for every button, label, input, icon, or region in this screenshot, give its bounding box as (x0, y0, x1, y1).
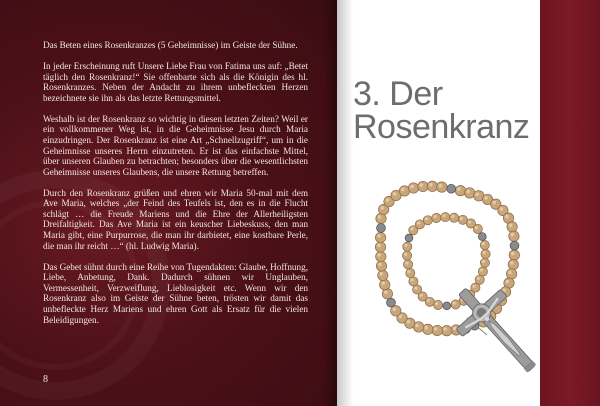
rosary-bead (509, 231, 519, 241)
bead-highlight (453, 327, 457, 331)
bead-highlight (492, 201, 496, 205)
rosary-bead (506, 269, 516, 279)
bead-highlight (433, 215, 436, 218)
rosary-beads (375, 181, 519, 336)
bead-highlight (420, 294, 423, 297)
rosary-bead (433, 300, 442, 309)
rosary-bead (473, 224, 482, 233)
bead-highlight (435, 302, 438, 305)
bead-highlight (415, 324, 419, 328)
bead-highlight (379, 272, 383, 276)
bead-highlight (482, 260, 485, 263)
bead-highlight (451, 215, 454, 218)
rosary-bead (423, 324, 433, 334)
bead-highlight (453, 302, 456, 305)
rosary-bead (507, 222, 517, 232)
bead-highlight (380, 206, 384, 210)
rosary-bead (450, 213, 459, 222)
bead-highlight (378, 215, 382, 219)
bead-highlight (439, 184, 443, 188)
rosary-bead (480, 241, 489, 250)
rosary-spacer (443, 302, 451, 310)
paragraph-why-rosary: Weshalb ist der Rosenkranz so wichtig in diesen letzten Zeiten? Weil er ein vollkommener Weg ist, in die Geheimnisse Jesu durch Maria einzudringen. Der Rosenkranz ist eine Art „Schnellzugriff“, um in die Geheimnisse unseres Herrn einzutreten. Er ist das einfachste Mittel, über unseren Glauben zu betrachten; besonders über die wesentlichsten Geheimnisse unseres Glaubens, die unsere Rettung betreffen. (43, 113, 308, 177)
bead-highlight (427, 299, 430, 302)
bead-highlight (434, 327, 438, 331)
rosary-bead (432, 213, 441, 222)
bead-highlight (377, 234, 381, 238)
bead-highlight (407, 320, 411, 324)
bead-highlight (410, 278, 413, 281)
bead-highlight (378, 263, 382, 267)
rosary-bead (432, 325, 442, 335)
rosary-bead (427, 181, 437, 191)
right-page (337, 0, 600, 406)
bead-highlight (475, 192, 479, 196)
bead-highlight (500, 207, 504, 211)
bead-highlight (475, 226, 478, 229)
gutter-shadow-left (323, 0, 337, 406)
rosary-bead (478, 267, 487, 276)
bead-highlight (509, 224, 513, 228)
bead-highlight (384, 290, 388, 294)
rosary-bead (409, 277, 418, 286)
bead-highlight (425, 217, 428, 220)
crucifix-icon (440, 271, 554, 388)
bead-highlight (410, 227, 413, 230)
rosary-bead (423, 216, 432, 225)
bead-highlight (405, 262, 408, 265)
bead-highlight (420, 183, 424, 187)
bead-highlight (472, 285, 475, 288)
page-number: 8 (43, 374, 48, 385)
bead-highlight (477, 277, 480, 280)
rosary-bead (481, 249, 490, 258)
rosary-bead (404, 260, 413, 269)
rosary-bead (403, 251, 412, 260)
bead-highlight (392, 307, 396, 311)
rosary-bead (418, 181, 428, 191)
paragraph-intro: Das Beten eines Rosenkranzes (5 Geheimnisse) im Geiste der Sühne. (43, 40, 298, 50)
bead-highlight (410, 185, 414, 189)
bead-highlight (381, 281, 385, 285)
rosary-bead (406, 269, 415, 278)
bead-highlight (484, 196, 488, 200)
rosary-bead (376, 261, 386, 271)
bead-highlight (483, 251, 486, 254)
bead-highlight (404, 253, 407, 256)
paragraph-atonement: Das Gebet sühnt durch eine Reihe von Tugendakten: Glaube, Hoffnung, Liebe, Anbetung, Dank. Dadurch sühnen wir Unglauben, Vermessenheit, Verzweiflung, Lieblosigkeit etc. Wenn wir den Rosenkranz also im Geiste der Sühne beten, trösten wir damit das unbefleckte Herz Mariens und ehren Gott als Ersatz für die vielen Beleidigungen. (43, 261, 308, 325)
rosary-spacer (510, 241, 519, 250)
rosary-spacer (405, 234, 413, 242)
bead-highlight (407, 270, 410, 273)
body-text (43, 40, 308, 336)
rosary-bead (451, 300, 460, 309)
bead-highlight (442, 214, 445, 217)
bead-highlight (460, 217, 463, 220)
rosary-bead (378, 270, 388, 280)
rosary-bead (480, 258, 489, 267)
bead-highlight (480, 269, 483, 272)
bead-highlight (511, 252, 515, 256)
rosary-bead (441, 213, 450, 222)
bead-highlight (443, 327, 447, 331)
bead-highlight (466, 190, 470, 194)
rosary-bead (380, 280, 390, 290)
rosary-bead (376, 251, 386, 261)
paragraph-fatima: In jeder Erscheinung ruft Unsere Liebe Frau von Fatima uns auf: „Betet täglich den Rosenkranz!“ Sie offenbarte sich als die Königin des hl. Rosenkranzes. Neben der Andacht zu ihrem unbefleckten Herzen bezeichnete sie ihn als das letzte Rettungsmittel. (43, 60, 308, 103)
bead-highlight (377, 244, 381, 248)
rosary-spacer (387, 298, 396, 307)
rosary-bead (455, 186, 465, 196)
bead-highlight (510, 261, 514, 265)
bead-highlight (482, 242, 485, 245)
bead-highlight (508, 271, 512, 275)
bead-highlight (386, 198, 390, 202)
paragraph-ave-maria: Durch den Rosenkranz grüßen und ehren wir Maria 50-mal mit dem Ave Maria, welches „der Feind des Teufels ist, den es in die Flucht schlägt … die Freude Mariens und die Ehre der Allerheiligsten Dreifaltigkeit. Das Ave Maria ist ein keuscher Liebeskuss, den man Maria gibt, eine Purpurrose, die man ihr darbietet, eine kostbare Perle, die man ihr reicht …“ (hl. Ludwig Maria). (43, 187, 308, 251)
bead-highlight (511, 233, 515, 237)
bead-highlight (401, 188, 405, 192)
rosary-image (337, 0, 600, 406)
rosary-bead (375, 242, 385, 252)
rosary-bead (442, 326, 452, 336)
rosary-bead (408, 183, 418, 193)
bead-highlight (468, 221, 471, 224)
bead-highlight (404, 244, 407, 247)
bead-highlight (393, 192, 397, 196)
rosary-bead (403, 242, 412, 251)
rosary-spacer (447, 184, 456, 193)
chapter-title-line2: Rosenkranz (353, 108, 530, 146)
bead-highlight (417, 221, 420, 224)
rosary-spacer (377, 224, 386, 233)
chapter-title-line1: 3. Der (353, 75, 443, 113)
rosary-spacer (478, 233, 486, 241)
bead-highlight (377, 253, 381, 257)
bead-highlight (457, 187, 461, 191)
bead-highlight (429, 183, 433, 187)
bead-highlight (424, 326, 428, 330)
bead-highlight (414, 287, 417, 290)
rosary-bead (375, 232, 385, 242)
bead-highlight (506, 280, 510, 284)
rosary-bead (508, 259, 518, 269)
rosary-bead (509, 250, 519, 260)
bead-highlight (505, 215, 509, 219)
rosary-bead (437, 182, 447, 192)
